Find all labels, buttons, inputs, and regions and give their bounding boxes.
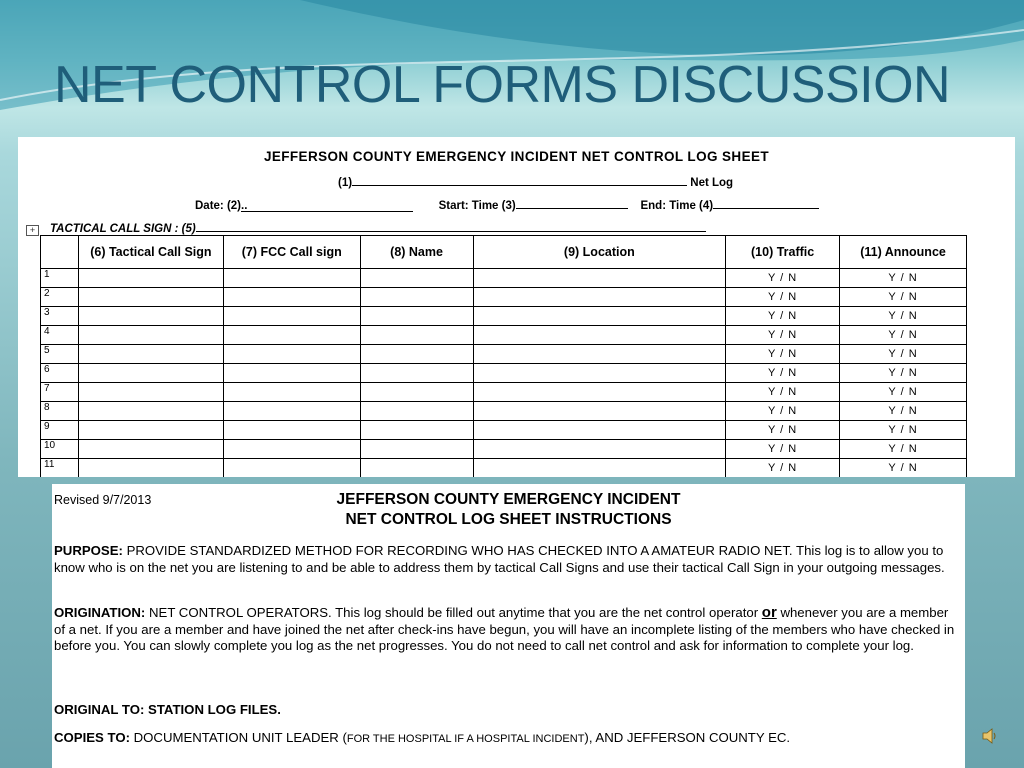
tactical-call-sign-value: (5) [181,223,196,235]
row-number: 3 [41,307,79,326]
row-number: 10 [41,440,79,459]
location-cell [473,383,726,402]
start-time-blank [516,197,628,209]
origination-text-2: whenever you are a member of a net. If you are a member and have joined the net after check-ins have begun, you will have an incomplete listing of the members who have checked in before you. You can slowly complete you log as the net progresses. You do not need to call net control and ask for information to complete your log. [54,605,955,653]
copies-to-paragraph [54,730,959,748]
location-cell [473,326,726,345]
origination-label: ORIGINATION: [54,605,146,620]
fcc-cell [223,345,360,364]
location-cell [473,402,726,421]
origination-paragraph [54,605,959,655]
location-cell [473,459,726,478]
purpose-text: PROVIDE STANDARDIZED METHOD FOR RECORDING WHO HAS CHECKED INTO A AMATEUR RADIO NET. This log is to allow you to know who is on the net you are listening to and be able to address them by tactical Call Signs and use their tactical Call Sign in your outgoing messages. [54,543,945,575]
tactical-call-sign-blank [196,220,706,232]
tactical-cell [78,402,223,421]
announce-cell: Y / N [840,326,967,345]
copies-to-label: COPIES TO: [54,730,130,745]
traffic-cell: Y / N [726,383,840,402]
traffic-cell: Y / N [726,364,840,383]
row-number: 7 [41,383,79,402]
end-time-blank [713,197,819,209]
tactical-cell [78,383,223,402]
announce-cell: Y / N [840,440,967,459]
traffic-cell: Y / N [726,440,840,459]
table-row [41,269,967,288]
column-header-announce: (11) Announce [840,236,967,269]
fcc-cell [223,307,360,326]
tactical-cell [78,459,223,478]
name-cell [360,326,473,345]
table-row [41,307,967,326]
tactical-cell [78,288,223,307]
table-row [41,421,967,440]
fcc-cell [223,288,360,307]
location-cell [473,364,726,383]
revised-date: Revised 9/7/2013 [54,493,152,507]
instructions-image [52,484,965,768]
tactical-cell [78,440,223,459]
origination-text-1: NET CONTROL OPERATORS. This log should be filled out anytime that you are the net control operator [149,605,759,620]
fcc-cell [223,402,360,421]
announce-cell: Y / N [840,269,967,288]
announce-cell: Y / N [840,383,967,402]
date-blank [241,200,413,212]
original-to-label: ORIGINAL TO: [54,702,145,717]
table-row [41,364,967,383]
tactical-cell [78,307,223,326]
name-cell [360,345,473,364]
copies-to-small: FOR THE HOSPITAL IF A HOSPITAL INCIDENT [346,733,585,745]
instructions-title-line2: NET CONTROL LOG SHEET INSTRUCTIONS [345,511,672,528]
location-cell [473,269,726,288]
column-header-traffic: (10) Traffic [726,236,840,269]
location-cell [473,288,726,307]
expand-icon: + [26,225,39,236]
row-number: 8 [41,402,79,421]
column-header-number [41,236,79,269]
traffic-cell: Y / N [726,269,840,288]
tactical-cell [78,364,223,383]
tactical-cell [78,421,223,440]
net-log-label: Net Log [690,177,734,189]
slide-title: NET CONTROL FORMS DISCUSSION [54,56,951,114]
copies-to-text-2: ), AND JEFFERSON COUNTY EC. [584,730,791,745]
row-number: 11 [41,459,79,478]
column-header-name: (8) Name [360,236,473,269]
announce-cell: Y / N [840,307,967,326]
net-log-line [338,174,733,189]
name-cell [360,269,473,288]
table-row [41,345,967,364]
column-header-fcc: (7) FCC Call sign [223,236,360,269]
start-time-label: Start: Time (3) [438,200,516,212]
traffic-cell: Y / N [726,326,840,345]
original-to-paragraph [54,702,959,719]
original-to-text: STATION LOG FILES. [148,702,281,717]
announce-cell: Y / N [840,288,967,307]
row-number: 5 [41,345,79,364]
name-cell [360,440,473,459]
traffic-cell: Y / N [726,345,840,364]
announce-cell: Y / N [840,421,967,440]
speaker-icon[interactable] [981,727,999,745]
instructions-title-line1: JEFFERSON COUNTY EMERGENCY INCIDENT [336,491,681,508]
announce-cell: Y / N [840,402,967,421]
table-row [41,383,967,402]
table-row [41,402,967,421]
table-row [41,326,967,345]
fcc-cell [223,326,360,345]
log-sheet-heading: JEFFERSON COUNTY EMERGENCY INCIDENT NET CONTROL LOG SHEET [263,149,770,164]
location-cell [473,440,726,459]
location-cell [473,421,726,440]
traffic-cell: Y / N [726,402,840,421]
purpose-label: PURPOSE: [54,543,123,558]
traffic-cell: Y / N [726,288,840,307]
row-number: 2 [41,288,79,307]
name-cell [360,307,473,326]
date-label: Date: (2) [195,200,242,212]
location-cell [473,345,726,364]
fcc-cell [223,459,360,478]
date-marker: .. [241,200,248,212]
row-number: 1 [41,269,79,288]
announce-cell: Y / N [840,364,967,383]
log-sheet-image [18,137,1015,477]
table-row [41,288,967,307]
table-row [41,459,967,478]
date-time-line [195,197,819,212]
fcc-cell [223,440,360,459]
fcc-cell [223,364,360,383]
tactical-call-sign-line [50,220,706,235]
fcc-cell [223,269,360,288]
location-cell [473,307,726,326]
traffic-cell: Y / N [726,459,840,478]
row-number: 6 [41,364,79,383]
origination-or: or [761,604,777,621]
fcc-cell [223,383,360,402]
tactical-cell [78,326,223,345]
name-cell [360,288,473,307]
net-log-blank [352,174,687,186]
tactical-cell [78,345,223,364]
tactical-cell [78,269,223,288]
row-number: 4 [41,326,79,345]
tactical-call-sign-label: TACTICAL CALL SIGN : [50,223,179,235]
fcc-cell [223,421,360,440]
name-cell [360,459,473,478]
log-table-body [41,269,967,478]
announce-cell: Y / N [840,459,967,478]
log-table-header [41,236,967,269]
column-header-location: (9) Location [473,236,726,269]
name-cell [360,402,473,421]
instructions-title [52,490,965,530]
traffic-cell: Y / N [726,421,840,440]
net-log-prefix: (1) [338,177,353,189]
purpose-paragraph [54,543,959,576]
announce-cell: Y / N [840,345,967,364]
name-cell [360,364,473,383]
end-time-label: End: Time (4) [640,200,714,212]
name-cell [360,383,473,402]
traffic-cell: Y / N [726,307,840,326]
row-number: 9 [41,421,79,440]
table-row [41,440,967,459]
log-table [40,235,967,477]
column-header-tactical: (6) Tactical Call Sign [78,236,223,269]
name-cell [360,421,473,440]
copies-to-text-1: DOCUMENTATION UNIT LEADER ( [133,730,347,745]
